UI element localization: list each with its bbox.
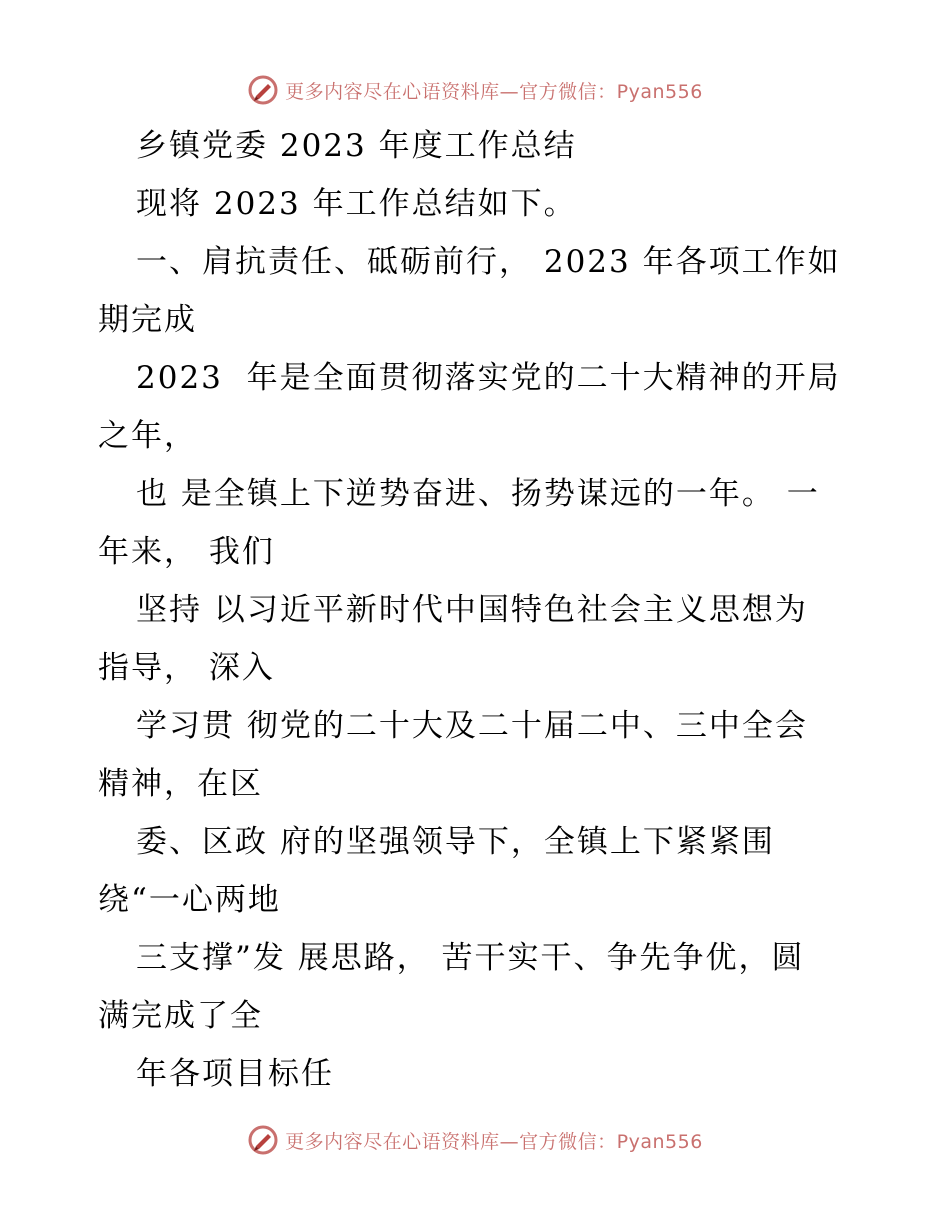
text-line: 坚持 以习近平新时代中国特色社会主义思想为	[136, 592, 808, 628]
section-heading: 一、肩抗责任、砥砺前行， 2023 年各项工作如	[136, 244, 841, 280]
text-line: 学习贯 彻党的二十大及二十届二中、三中全会	[136, 708, 808, 744]
text-line: 年各项目标任	[136, 1056, 334, 1092]
text-line: 委、区政 府的坚强领导下，全镇上下紧紧围	[136, 824, 775, 860]
document-title: 乡镇党委 2023 年度工作总结	[136, 128, 577, 164]
text-line: 2023 年是全面贯彻落实党的二十大精神的开局	[136, 360, 841, 396]
text-line: 满完成了全	[98, 998, 263, 1034]
text-line: 三支撑”发 展思路， 苦干实干、争先争优，圆	[136, 940, 805, 976]
text-line: 年来， 我们	[98, 534, 275, 570]
watermark-footer	[0, 1120, 950, 1160]
text-line: 也 是全镇上下逆势奋进、扬势谋远的一年。 一	[136, 476, 820, 512]
pen-logo-icon	[247, 74, 279, 106]
text-line: 之年，	[98, 418, 197, 454]
pen-logo-icon	[247, 1124, 279, 1156]
text-line: 精神，在区	[98, 766, 263, 802]
watermark-header	[0, 70, 950, 110]
watermark-text: 更多内容尽在心语资料库—官方微信：Pyan556	[285, 1130, 703, 1153]
text-line: 指导， 深入	[98, 650, 275, 686]
text-line: 绕“一心两地	[98, 882, 281, 918]
text-line: 现将 2023 年工作总结如下。	[136, 186, 577, 222]
text-line: 期完成	[98, 302, 197, 338]
watermark-text: 更多内容尽在心语资料库—官方微信：Pyan556	[285, 80, 703, 103]
